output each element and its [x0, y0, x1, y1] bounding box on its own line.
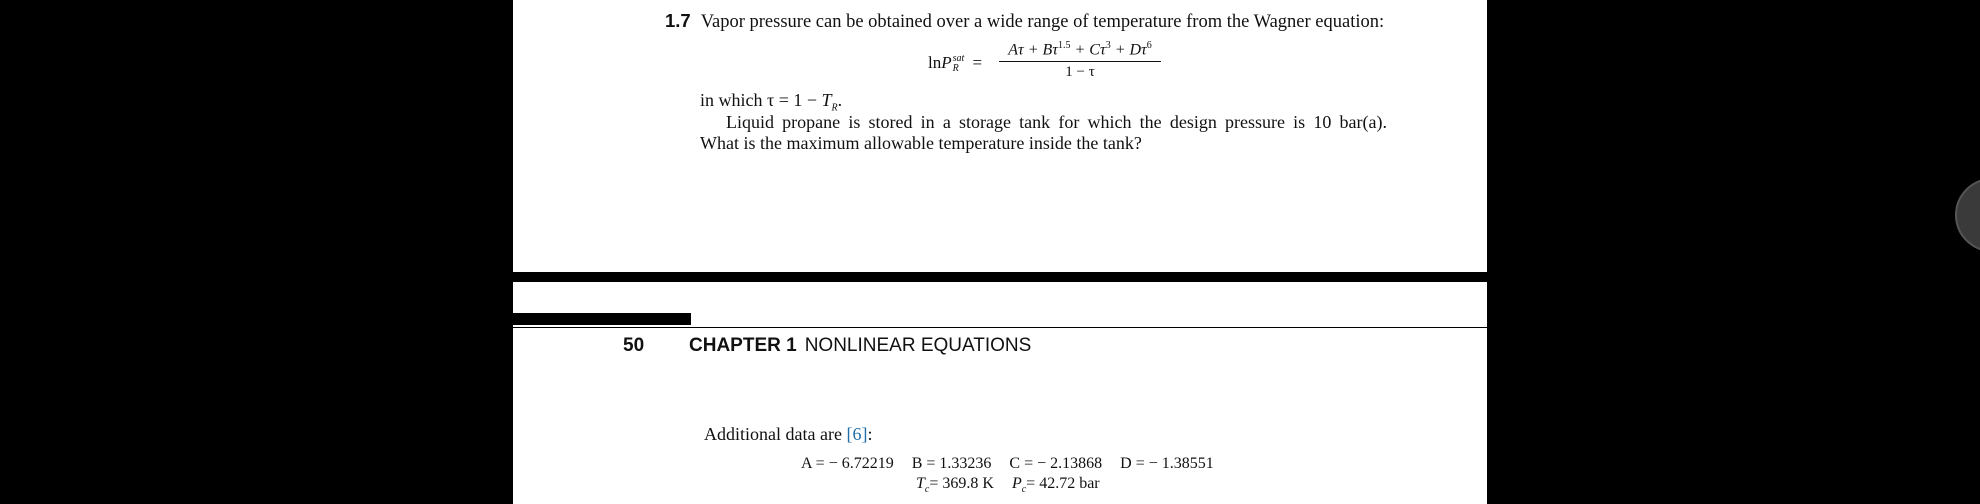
lhs-sup: sat [952, 53, 965, 65]
constant-b: B = 1.33236 [911, 455, 992, 472]
equation-denominator: 1 − τ [1065, 64, 1095, 81]
equals-sign: = [972, 53, 983, 72]
num-exp3: 6 [1146, 40, 1152, 51]
lhs-sub: R [952, 63, 959, 75]
citation-link[interactable]: [6] [846, 424, 868, 444]
in-which-var: T [821, 90, 832, 110]
ln-text: ln [928, 53, 942, 72]
additional-suffix: : [867, 424, 873, 444]
tc-sub: c [924, 484, 930, 496]
equation-fraction [999, 40, 1161, 81]
critical-pressure [1012, 475, 1100, 495]
tc-value: = 369.8 K [929, 475, 994, 492]
in-which-sub: R [831, 102, 838, 114]
num-part1: Aτ + Bτ [1008, 41, 1058, 59]
document-page-lower [513, 282, 1487, 504]
constants-row-2 [916, 475, 1114, 495]
pc-label: P [1011, 475, 1022, 492]
num-exp1: 1.5 [1058, 40, 1071, 51]
chapter-heading [689, 335, 1031, 357]
constant-a: A = − 6.72219 [801, 455, 894, 472]
problem-intro: Vapor pressure can be obtained over a wide range of temperature from the Wagner equation: [700, 12, 1385, 32]
header-bar [513, 313, 691, 325]
pc-value: = 42.72 bar [1026, 475, 1100, 492]
tc-label: T [916, 475, 925, 492]
paragraph-line-2: What is the maximum allowable temperature inside the tank? [700, 133, 1142, 153]
in-which-line [700, 90, 842, 114]
num-exp2: 3 [1105, 40, 1111, 51]
problem-number: 1.7 [665, 10, 691, 31]
header-rule [513, 327, 1487, 328]
floating-tool-button[interactable] [1955, 178, 1980, 252]
num-part2: + Cτ [1070, 41, 1106, 59]
in-which-prefix: in which τ = 1 − [700, 90, 822, 110]
equation-numerator [999, 40, 1161, 61]
chapter-title: NONLINEAR EQUATIONS [804, 335, 1032, 356]
num-part3: + Dτ [1110, 41, 1147, 59]
page-number: 50 [623, 335, 645, 356]
lhs-var: P [941, 53, 952, 72]
paragraph-line-1: Liquid propane is stored in a storage tank for which the design pressure is 10 bar(a). [726, 112, 1387, 132]
equation-lhs [928, 53, 982, 74]
problem-statement [665, 10, 1384, 33]
critical-temperature [916, 475, 994, 495]
additional-prefix: Additional data are [704, 424, 847, 444]
pc-sub: c [1021, 484, 1027, 496]
document-page-upper [513, 0, 1487, 272]
additional-data-line [704, 424, 872, 445]
constant-c: C = − 2.13868 [1009, 455, 1103, 472]
chapter-label: CHAPTER 1 [689, 335, 797, 356]
in-which-suffix: . [837, 90, 843, 110]
constant-d: D = − 1.38551 [1120, 455, 1214, 472]
constants-row-1 [801, 455, 1228, 473]
